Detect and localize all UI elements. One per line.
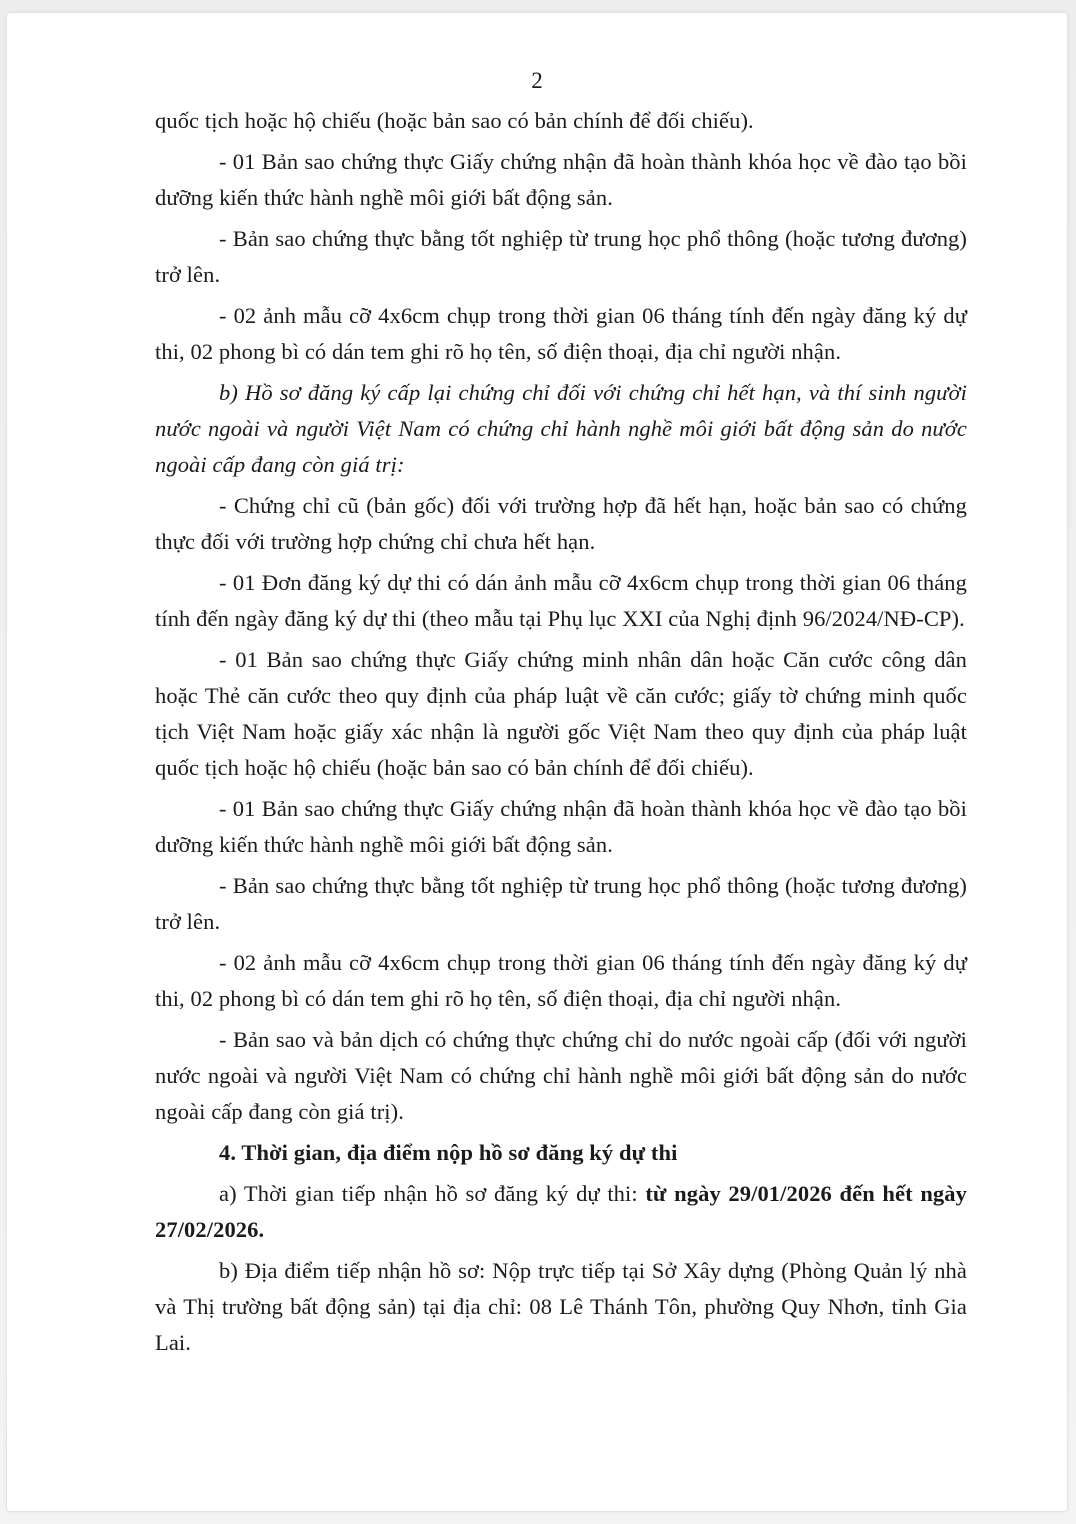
paragraph-text-segment: a) Thời gian tiếp nhận hồ sơ đăng ký dự thi: [219,1181,646,1206]
paragraph-continuation: quốc tịch hoặc hộ chiếu (hoặc bản sao có bản chính để đối chiếu). [155,108,754,133]
paragraph-dash-item: - Bản sao chứng thực bằng tốt nghiệp từ trung học phổ thông (hoặc tương đương) trở lên. [155,226,967,287]
paragraph-dash-item: - Bản sao và bản dịch có chứng thực chứng chỉ do nước ngoài cấp (đối với người nước ngoài và người Việt Nam có chứng chỉ hành nghề môi giới bất động sản do nước ngoài cấp đang còn giá trị). [155,1027,967,1124]
paragraph-subsection-b-location: b) Địa điểm tiếp nhận hồ sơ: Nộp trực tiếp tại Sở Xây dựng (Phòng Quản lý nhà và Thị trường bất động sản) tại địa chỉ: 08 Lê Thánh Tôn, phường Quy Nhơn, tỉnh Gia Lai. [155,1258,967,1355]
paragraph-dash-item: - Chứng chỉ cũ (bản gốc) đối với trường hợp đã hết hạn, hoặc bản sao có chứng thực đối với trường hợp chứng chỉ chưa hết hạn. [155,493,967,554]
paragraph-dash-item: - 02 ảnh mẫu cỡ 4x6cm chụp trong thời gian 06 tháng tính đến ngày đăng ký dự thi, 02 phong bì có dán tem ghi rõ họ tên, số điện thoại, địa chỉ người nhận. [155,950,967,1011]
document-body [7,103,1067,1361]
paragraph-dash-item: - 01 Đơn đăng ký dự thi có dán ảnh mẫu cỡ 4x6cm chụp trong thời gian 06 tháng tính đến ngày đăng ký dự thi (theo mẫu tại Phụ lục XXI của Nghị định 96/2024/NĐ-CP). [155,570,967,631]
paragraph-subsection-a-time [155,1176,967,1248]
paragraph-dash-item: - 02 ảnh mẫu cỡ 4x6cm chụp trong thời gian 06 tháng tính đến ngày đăng ký dự thi, 02 phong bì có dán tem ghi rõ họ tên, số điện thoại, địa chỉ người nhận. [155,303,967,364]
paragraph-dash-item: - 01 Bản sao chứng thực Giấy chứng minh nhân dân hoặc Căn cước công dân hoặc Thẻ căn cước theo quy định của pháp luật về căn cước; giấy tờ chứng minh quốc tịch Việt Nam hoặc giấy xác nhận là người gốc Việt Nam theo quy định của pháp luật quốc tịch hoặc hộ chiếu (hoặc bản sao có bản chính để đối chiếu). [155,647,967,780]
paragraph-dash-item: - 01 Bản sao chứng thực Giấy chứng nhận đã hoàn thành khóa học về đào tạo bồi dưỡng kiến thức hành nghề môi giới bất động sản. [155,149,967,210]
page-number: 2 [531,68,543,93]
document-page [6,12,1068,1512]
deadline-dates-bold-segment: từ ngày 29/01/2026 đến hết ngày 27/02/2026. [155,1181,967,1242]
paragraph-subsection-b-heading: b) Hồ sơ đăng ký cấp lại chứng chỉ đối với chứng chỉ hết hạn, và thí sinh người nước ngoài và người Việt Nam có chứng chỉ hành nghề môi giới bất động sản do nước ngoài cấp đang còn giá trị: [155,380,967,477]
section-4-heading: 4. Thời gian, địa điểm nộp hồ sơ đăng ký dự thi [219,1140,678,1165]
paragraph-dash-item: - Bản sao chứng thực bằng tốt nghiệp từ trung học phổ thông (hoặc tương đương) trở lên. [155,873,967,934]
paragraph-dash-item: - 01 Bản sao chứng thực Giấy chứng nhận đã hoàn thành khóa học về đào tạo bồi dưỡng kiến thức hành nghề môi giới bất động sản. [155,796,967,857]
